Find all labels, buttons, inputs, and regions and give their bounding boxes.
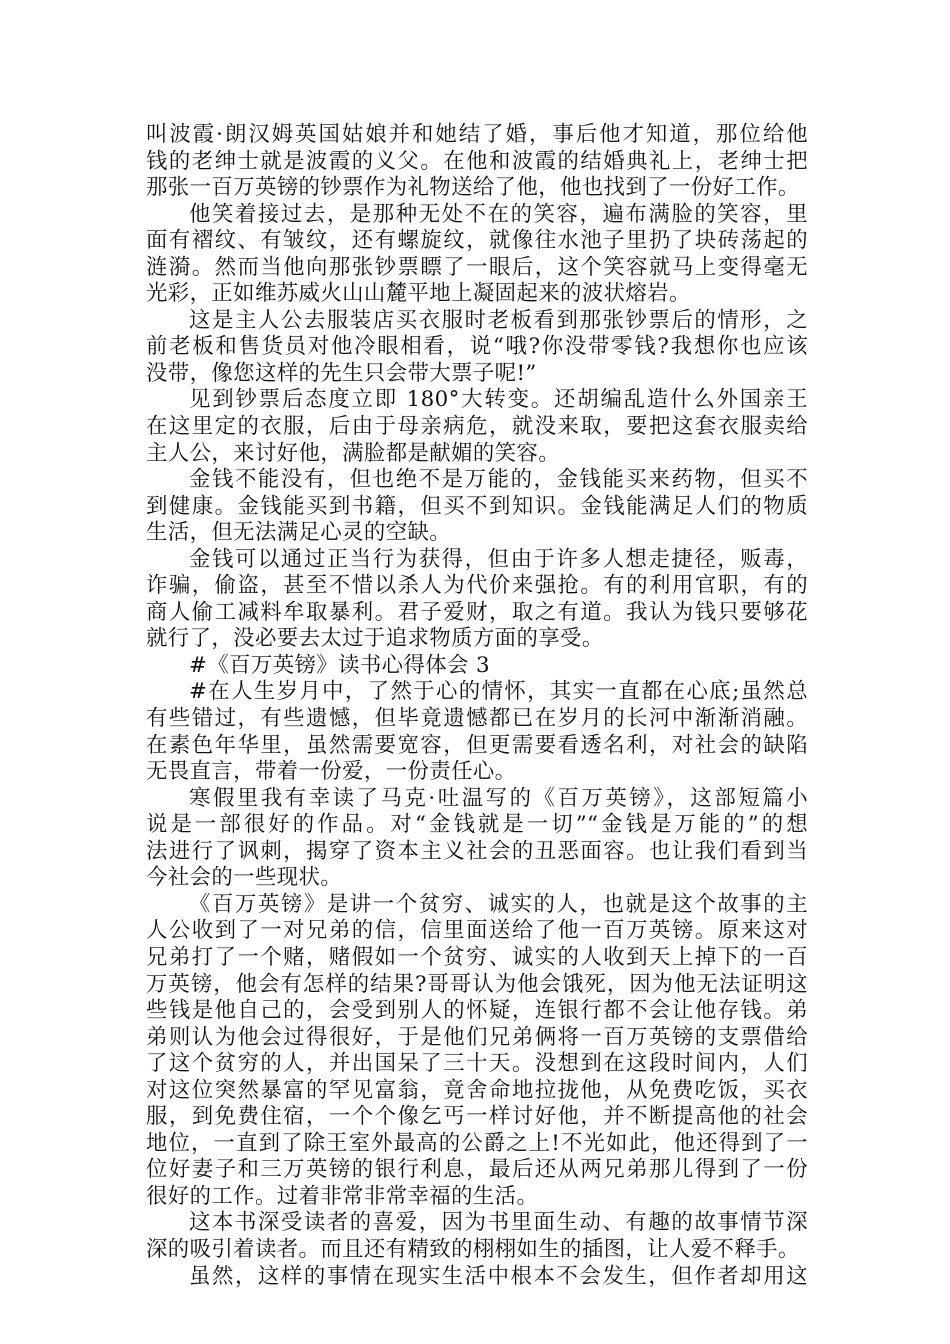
text-line: 无畏直言，带着一份爱，一份责任心。 [146, 759, 517, 785]
text-line: 光彩，正如维苏威火山山麓平地上凝固起来的波状熔岩。 [146, 281, 691, 307]
text-line: 商人偷工减料牟取暴利。君子爱财，取之有道。我认为钱只要够花 [146, 599, 808, 625]
text-line: 那张一百万英镑的钞票作为礼物送给了他，他也找到了一份好工作。 [146, 175, 800, 201]
text-line: 金钱不能没有，但也绝不是万能的，金钱能买来药物，但买不 [189, 467, 808, 493]
text-line: 《百万英镑》是讲一个贫穷、诚实的人，也就是这个故事的主 [189, 891, 808, 917]
text-line: 对这位突然暴富的罕见富翁，竟舍命地拉拢他，从免费吃饭，买衣 [146, 1077, 808, 1103]
text-line: 深的吸引着读者。而且还有精致的栩栩如生的插图，让人爱不释手。 [146, 1236, 800, 1262]
text-line: 钱的老绅士就是波霞的义父。在他和波霞的结婚典礼上，老绅士把 [146, 148, 808, 174]
text-line: 法进行了讽刺，揭穿了资本主义社会的丑恶面容。也让我们看到当 [146, 838, 808, 864]
text-line: 兄弟打了一个赌，赌假如一个贫穷、诚实的人收到天上掉下的一百 [146, 944, 808, 970]
text-line: 在这里定的衣服，后由于母亲病危，就没来取，要把这套衣服卖给 [146, 414, 808, 440]
text-line: 金钱可以通过正当行为获得，但由于许多人想走捷径，贩毒， [189, 546, 808, 572]
text-line: 万英镑，他会有怎样的结果?哥哥认为他会饿死，因为他无法证明这 [146, 971, 808, 997]
text-line: 虽然，这样的事情在现实生活中根本不会发生，但作者却用这 [189, 1263, 808, 1289]
text-line: 这是主人公去服装店买衣服时老板看到那张钞票后的情形，之 [189, 307, 808, 333]
text-line: 就行了，没必要去太过于追求物质方面的享受。 [146, 626, 604, 652]
text-line: 服，到免费住宿，一个个像乞丐一样讨好他，并不断提高他的社会 [146, 1104, 808, 1130]
text-line: 说是一部很好的作品。对“金钱就是一切”“金钱是万能的”的想 [146, 812, 808, 838]
text-line: 弟则认为他会过得很好，于是他们兄弟俩将一百万英镑的支票借给 [146, 1024, 808, 1050]
text-line: 些钱是他自己的，会受到别人的怀疑，连银行都不会让他存钱。弟 [146, 998, 808, 1024]
text-line: 这本书深受读者的喜爱，因为书里面生动、有趣的故事情节深 [189, 1210, 808, 1236]
section-heading: #《百万英镑》读书心得体会 3 [189, 652, 491, 678]
text-line: 了这个贫穷的人，并出国呆了三十天。没想到在这段时间内，人们 [146, 1051, 808, 1077]
text-line: 很好的工作。过着非常非常幸福的生活。 [146, 1183, 539, 1209]
text-line: 地位，一直到了除王室外最高的公爵之上!不光如此，他还得到了一 [146, 1130, 808, 1156]
text-line: 涟漪。然而当他向那张钞票瞟了一眼后，这个笑容就马上变得毫无 [146, 254, 808, 280]
text-line: 今社会的一些现状。 [146, 865, 343, 891]
document-page [146, 122, 808, 1290]
text-line: #在人生岁月中，了然于心的情怀，其实一直都在心底;虽然总 [189, 679, 808, 705]
text-line: 主人公，来讨好他，满脸都是献媚的笑容。 [146, 440, 561, 466]
text-line: 寒假里我有幸读了马克·吐温写的《百万英镑》，这部短篇小 [189, 785, 808, 811]
text-line: 前老板和售货员对他冷眼相看，说“哦?你没带零钱?我想你也应该 [146, 334, 808, 360]
text-line: 见到钞票后态度立即 180°大转变。还胡编乱造什么外国亲王 [189, 387, 808, 413]
text-line: 在素色年华里，虽然需要宽容，但更需要看透名利，对社会的缺陷 [146, 732, 808, 758]
text-line: 面有褶纹、有皱纹，还有螺旋纹，就像往水池子里扔了块砖荡起的 [146, 228, 808, 254]
text-line: 他笑着接过去，是那种无处不在的笑容，遍布满脸的笑容，里 [189, 201, 808, 227]
text-line: 人公收到了一对兄弟的信，信里面送给了他一百万英镑。原来这对 [146, 918, 808, 944]
text-line: 有些错过，有些遗憾，但毕竟遗憾都已在岁月的长河中渐渐消融。 [146, 706, 808, 732]
text-line: 叫波霞·朗汉姆英国姑娘并和她结了婚，事后他才知道，那位给他 [146, 122, 808, 147]
text-line: 生活，但无法满足心灵的空缺。 [146, 520, 452, 546]
text-line: 诈骗，偷盗，甚至不惜以杀人为代价来强抢。有的利用官职，有的 [146, 573, 808, 599]
text-line: 没带，像您这样的先生只会带大票子呢!” [146, 360, 537, 386]
text-line: 位好妻子和三万英镑的银行利息，最后还从两兄弟那儿得到了一份 [146, 1157, 808, 1183]
text-line: 到健康。金钱能买到书籍，但买不到知识。金钱能满足人们的物质 [146, 493, 808, 519]
